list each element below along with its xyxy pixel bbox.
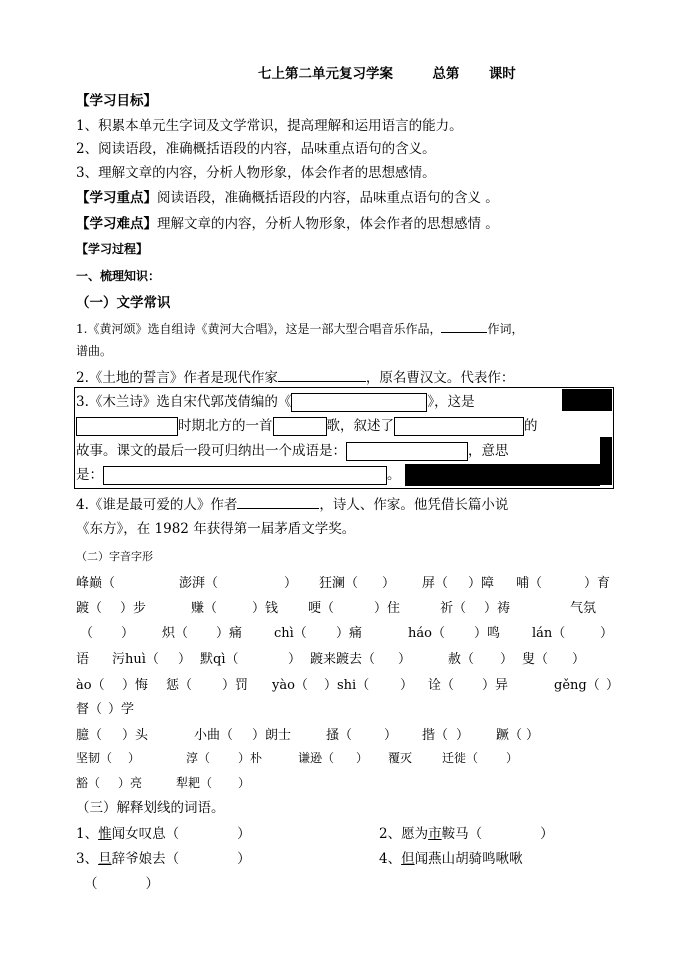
pron-item: ）学: [108, 702, 135, 717]
goal-item-3: 3、理解文章的内容，分析人物形象，体会作者的思想感情。: [76, 165, 436, 181]
explain-1-close: ）: [237, 826, 251, 842]
q3-text-f: 故事。课文的最后一段可归纳出一个成语是：: [76, 443, 346, 459]
redaction-block-3: [405, 464, 600, 486]
pron-item: ）: [178, 652, 192, 667]
explain-4-underlined: 但: [401, 851, 415, 867]
pron-item: ）罚: [222, 678, 249, 693]
focus-text: 阅读语段，准确概括语段的内容，品味重点语句的含义 。: [157, 190, 499, 206]
pron-item: ）: [356, 751, 369, 765]
q3-genre-blank[interactable]: [273, 417, 327, 436]
question-3-line-1: [76, 390, 475, 412]
subsection-pronunciation: （二）字音字形: [76, 550, 153, 563]
explain-1-num: 1、: [76, 826, 99, 842]
explain-1-underlined: 惟: [98, 826, 112, 842]
explain-item-4-answer: [84, 872, 159, 892]
explain-4-open: （: [84, 876, 98, 892]
pron-item: gěng（: [554, 678, 600, 693]
q4-author-blank[interactable]: [237, 494, 319, 509]
pron-item: 揩（: [422, 728, 449, 743]
pron-item: 叟（: [522, 652, 549, 667]
pron-item: 坚韧（: [76, 751, 113, 765]
section-1-heading: 一、梳理知识：: [76, 269, 161, 283]
pron-item: ）: [600, 626, 614, 641]
q2-author-blank[interactable]: [278, 367, 366, 382]
pron-item: 污huì（: [112, 652, 159, 667]
page-title: [258, 62, 516, 82]
pron-row-9: [76, 774, 616, 792]
q4-text: 4.《谁是最可爱的人》作者: [76, 497, 238, 513]
pron-item: 迁徙（: [442, 751, 479, 765]
explain-3-close: ）: [237, 851, 251, 867]
pron-row-4: [76, 648, 616, 666]
pron-item: ）钱: [252, 601, 279, 616]
pron-item: ）朗士: [252, 728, 292, 743]
question-1: [76, 318, 523, 337]
pron-item: 屏（: [422, 576, 449, 591]
q1-text: 1.《黄河颂》选自组诗《黄河大合唱》，这是一部大型合唱音乐作品，: [76, 322, 442, 336]
pron-row-2: [76, 597, 616, 615]
pron-item: ）: [506, 751, 519, 765]
pron-item: ）: [606, 678, 620, 693]
pron-item: ）祷: [484, 601, 511, 616]
process-heading: 【学习过程】: [76, 242, 149, 256]
goals-heading: 【学习目标】: [76, 93, 157, 109]
q3-text-d: 歌，叙述了: [326, 418, 394, 434]
pron-item: ）亮: [118, 776, 143, 790]
pron-item: （: [80, 626, 94, 641]
subsection-explanation: （三）解释划线的词语。: [76, 800, 225, 816]
pron-item: 赦（: [448, 652, 475, 667]
pron-item: ）: [384, 728, 398, 743]
explain-4-close: ）: [145, 876, 159, 892]
pron-item: 炽（: [162, 626, 189, 641]
question-1-cont: 谱曲。: [76, 344, 113, 358]
explain-1-text: 闻女叹息（: [111, 826, 180, 842]
pron-item: ）: [382, 576, 396, 591]
pron-item: 踱来踱去（: [310, 652, 376, 667]
pron-item: yào（: [272, 678, 308, 693]
pron-item: ）朴: [238, 751, 263, 765]
q3-era-blank[interactable]: [76, 417, 178, 436]
pron-item: 踱（: [76, 601, 103, 616]
explain-3-num: 3、: [76, 851, 99, 867]
pron-row-1: [76, 572, 616, 590]
pron-row-5: [76, 674, 621, 692]
pron-item: ào（: [76, 678, 105, 693]
pron-item: ）: [288, 652, 302, 667]
question-3-line-3: [76, 439, 509, 461]
pron-row-3: [76, 622, 616, 640]
pron-item: 犁耙（: [176, 776, 213, 790]
q3-idiom-blank[interactable]: [346, 442, 468, 461]
redaction-block-2: [600, 437, 612, 485]
pron-item: 赚（: [191, 601, 218, 616]
pron-item: 哽（: [308, 601, 335, 616]
pron-item: ）障: [468, 576, 495, 591]
pron-item: ）: [398, 652, 412, 667]
focus-label: 【学习重点】: [76, 190, 157, 206]
pron-item: 蹶（: [496, 728, 523, 743]
pron-item: ）: [121, 626, 135, 641]
explain-3-underlined: 旦: [98, 851, 112, 867]
pron-item: ）: [456, 728, 470, 743]
explain-2-underlined: 市: [428, 826, 442, 842]
q3-text-h: 是：: [76, 467, 103, 483]
explain-2-num: 2、愿为: [379, 826, 429, 842]
q3-story-blank[interactable]: [394, 417, 524, 436]
pron-item: 峰巅（: [76, 576, 116, 591]
q3-text-b: 》，这是: [427, 394, 475, 410]
title-period: 课时: [488, 66, 516, 82]
q1-lyricist-blank[interactable]: [441, 318, 487, 333]
pron-item: ）头: [122, 728, 149, 743]
pron-item: ）: [128, 751, 141, 765]
goal-item-2: 2、阅读语段，准确概括语段的内容，品味重点语句的含义。: [76, 141, 436, 157]
explain-4-num: 4、: [379, 851, 402, 867]
pron-item: ）: [500, 652, 514, 667]
redaction-block-1: [562, 389, 612, 411]
question-4-cont: 《东方》，在 1982 年获得第一届茅盾文学奖。: [76, 521, 356, 537]
pron-item: 哺（: [516, 576, 543, 591]
question-4: [76, 493, 508, 513]
pron-item: 气氛: [570, 601, 597, 616]
difficulty-label: 【学习难点】: [76, 216, 157, 232]
pron-item: 澎湃（: [179, 576, 219, 591]
q3-text-i: 。: [387, 467, 401, 483]
pron-item: ）痛: [336, 626, 363, 641]
pron-item: chì（: [274, 626, 307, 641]
pron-item: 惩（: [166, 678, 193, 693]
explain-2-close: ）: [540, 826, 554, 842]
focus-line: [76, 186, 499, 206]
q3-meaning-blank[interactable]: [103, 466, 387, 485]
pron-item: 覆灭: [388, 751, 413, 765]
pron-item: 谦逊（: [298, 751, 335, 765]
pron-item: ）shi（: [324, 678, 370, 693]
goal-item-1: 1、积累本单元生字词及文学常识，提高理解和运用语言的能力。: [76, 118, 463, 134]
pron-item: ）: [284, 576, 298, 591]
pron-item: ）鸣: [474, 626, 501, 641]
explain-2-text: 鞍马（: [441, 826, 483, 842]
explain-4-text: 闻燕山胡骑鸣啾啾: [414, 851, 523, 867]
q4-text-2: ，诗人、作家。他凭借长篇小说: [319, 497, 509, 513]
pron-item: 豁（: [76, 776, 101, 790]
pron-item: 搔（: [326, 728, 353, 743]
pron-item: 狂澜（: [319, 576, 359, 591]
difficulty-text: 理解文章的内容，分析人物形象，体会作者的思想感情 。: [157, 216, 499, 232]
pron-item: ）: [238, 776, 251, 790]
pron-item: lán（: [532, 626, 566, 641]
pron-item: ）悔: [122, 678, 149, 693]
q3-text-e: 的: [524, 418, 538, 434]
pron-item: ）痛: [216, 626, 243, 641]
pron-item: 默qì（: [200, 652, 239, 667]
q2-text: 2.《土地的誓言》作者是现代作家: [76, 370, 278, 386]
pron-row-7: [76, 724, 616, 742]
pron-item: ）育: [584, 576, 611, 591]
pron-item: 臆（: [76, 728, 103, 743]
question-2: [76, 366, 514, 386]
q2-text-2: ，原名曹汉文。代表作：: [365, 370, 515, 386]
pron-item: ）步: [120, 601, 147, 616]
title-text: 七上第二单元复习学案: [258, 66, 393, 82]
question-3-line-4: [76, 463, 401, 485]
pron-item: 语: [76, 652, 90, 667]
pron-item: ）: [572, 652, 586, 667]
pron-row-6: [76, 698, 616, 716]
q1-text-2: 作词，: [487, 322, 524, 336]
title-total: 总第: [432, 66, 460, 82]
explain-item-1: [76, 822, 251, 842]
pron-item: ）住: [374, 601, 401, 616]
pron-item: 淳（: [186, 751, 211, 765]
explain-item-2: [379, 822, 554, 842]
explain-item-4: [379, 847, 523, 867]
question-3-line-2: [76, 414, 538, 436]
subsection-literature: （一）文学常识: [76, 295, 171, 311]
q3-book-blank[interactable]: [291, 393, 427, 412]
pron-item: ）: [400, 678, 414, 693]
q3-text-c: 时期北方的一首: [178, 418, 273, 434]
q3-text-a: 3.《木兰诗》选自宋代郭茂倩编的《: [76, 394, 292, 410]
pron-item: ）: [526, 728, 540, 743]
pron-item: 诠（: [428, 678, 455, 693]
pron-item: ）异: [482, 678, 509, 693]
explain-3-text: 辞爷娘去（: [111, 851, 180, 867]
pron-item: 小曲（: [194, 728, 234, 743]
explain-item-3: [76, 847, 251, 867]
q3-text-g: ，意思: [468, 443, 509, 459]
difficulty-line: [76, 212, 499, 232]
pron-item: háo（: [408, 626, 445, 641]
pron-item: 祈（: [440, 601, 467, 616]
pron-item: 督（: [76, 702, 103, 717]
pron-row-8: [76, 749, 616, 767]
